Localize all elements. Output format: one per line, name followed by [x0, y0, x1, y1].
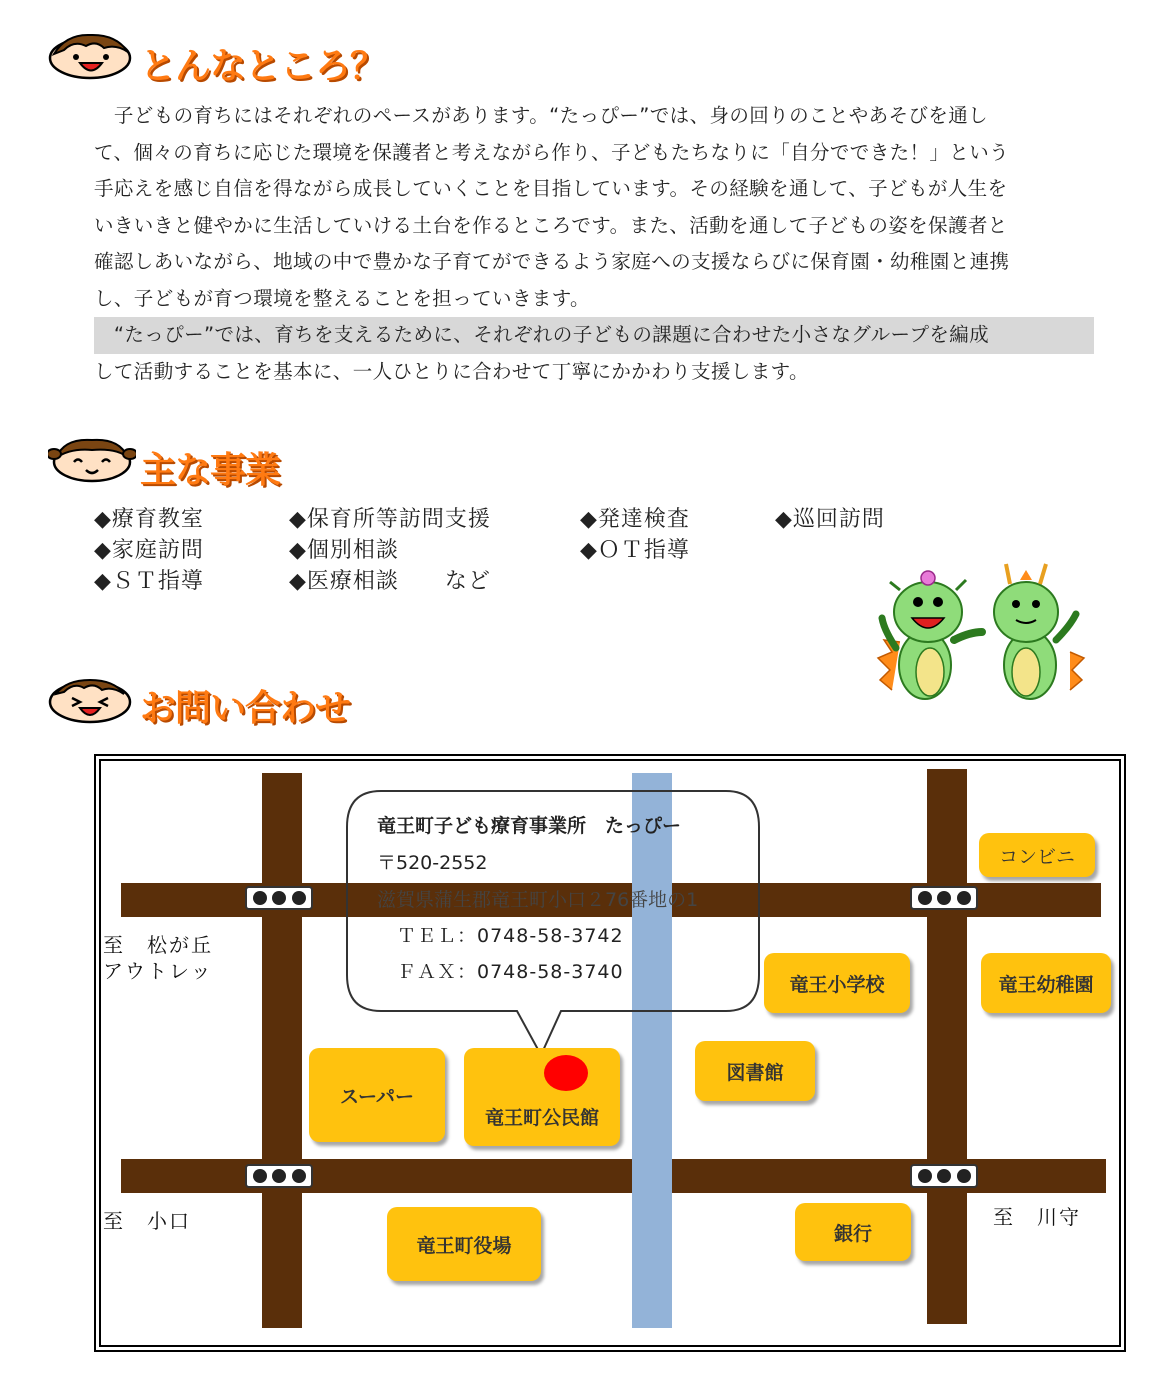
location-marker-icon [541, 1053, 591, 1093]
fax: ＦＡＸ：0748-58-3740 [397, 961, 624, 983]
traffic-signal-icon [245, 886, 313, 910]
access-map [99, 759, 1121, 1347]
bank: 銀行 [795, 1203, 911, 1261]
service-item: ◆個別相談 [289, 538, 399, 563]
service-item: ◆発達検査 [580, 507, 690, 532]
supermarket: スーパー [309, 1048, 445, 1142]
service-item: ◆療育教室 [94, 507, 204, 532]
about-line: し、子どもが育つ環境を整えることを担っていきます。 [94, 286, 590, 310]
telephone: ＴＥＬ：0748-58-3742 [397, 925, 624, 947]
section-title-about: とんなところ？ [140, 46, 386, 87]
vertical-road-left [262, 773, 302, 1328]
vertical-road-right [927, 769, 967, 1324]
convenience-store: コンビニ [979, 833, 1095, 877]
service-item: ◆医療相談 など [289, 569, 491, 594]
service-item: ◆ＳＴ指導 [94, 569, 204, 594]
traffic-signal-icon [910, 1164, 978, 1188]
service-item: ◆巡回訪問 [775, 507, 885, 532]
about-line: して活動することを基本に、一人ひとりに合わせて丁寧にかかわり支援します。 [94, 359, 809, 383]
town-office: 竜王町役場 [387, 1207, 541, 1281]
elementary-school: 竜王小学校 [764, 953, 910, 1013]
about-line: て、個々の育ちに応じた環境を保護者と考えながら作り、子どもたちなりに「自分でできた！」という [94, 140, 1010, 164]
service-item: ◆ＯＴ指導 [580, 538, 690, 563]
girl-face-icon [48, 432, 136, 484]
postal-code: 〒520-2552 [377, 852, 488, 874]
direction-oguchi: 至 小口 [103, 1209, 191, 1233]
dragon-mascots-illustration [870, 560, 1090, 715]
community-hall-label: 竜王町公民館 [484, 1107, 599, 1129]
section-title-services: 主な事業 [140, 450, 281, 491]
direction-matsugaoka: 至 松が丘 [103, 933, 213, 957]
about-paragraph-1 [94, 98, 1094, 390]
direction-kawamori: 至 川守 [993, 1205, 1081, 1229]
about-line: 子どもの育ちにはそれぞれのペースがあります。“たっぴー”では、身の回りのことやあそびを通し [94, 104, 989, 127]
boy-face-icon [46, 30, 134, 80]
service-item: ◆保育所等訪問支援 [289, 507, 491, 532]
section-title-contact: お問い合わせ [140, 688, 351, 729]
library: 図書館 [695, 1041, 815, 1101]
facility-name: 竜王町子ども療育事業所 たっぴー [377, 815, 682, 837]
kindergarten: 竜王幼稚園 [981, 953, 1111, 1013]
service-item: ◆家庭訪問 [94, 538, 204, 563]
direction-outlet: アウトレッ [103, 959, 213, 983]
about-line: 確認しあいながら、地域の中で豊かな子育てができるよう家庭への支援ならびに保育園・幼稚園と連携 [94, 250, 1010, 273]
traffic-signal-icon [910, 886, 978, 910]
traffic-signal-icon [245, 1164, 313, 1188]
about-line: いきいきと健やかに生活していける土台を作るところです。また、活動を通して子どもの姿を保護者と [94, 213, 1008, 237]
about-highlight-line: “たっぴー”では、育ちを支えるために、それぞれの子どもの課題に合わせた小さなグループを編成 [94, 317, 1094, 354]
address: 滋賀県蒲生郡竜王町小口２76番地の1 [377, 889, 699, 911]
laughing-face-icon [46, 674, 134, 724]
about-line: 手応えを感じ自信を得ながら成長していくことを目指しています。その経験を通して、子どもが人生を [94, 177, 1008, 200]
